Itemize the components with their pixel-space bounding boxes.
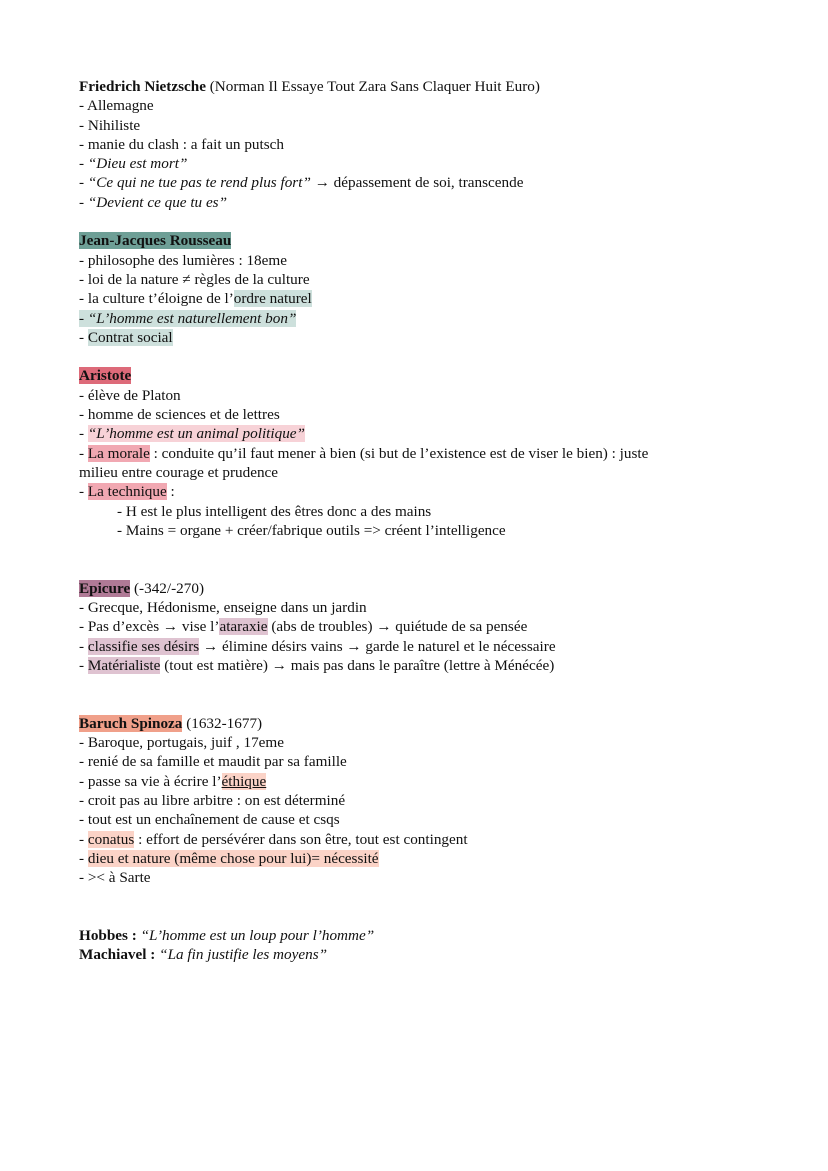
bullet: - bbox=[79, 193, 88, 211]
list-item: - renié de sa famille et maudit par sa famille bbox=[79, 753, 347, 771]
list-item: - loi de la nature ≠ règles de la culture bbox=[79, 270, 310, 288]
list-item bbox=[79, 637, 779, 656]
bullet: - bbox=[79, 849, 88, 867]
sub-list-item: - H est le plus intelligent des êtres donc a des mains bbox=[117, 502, 432, 520]
quote: “L’homme est un loup pour l’homme” bbox=[136, 927, 375, 945]
bullet: - bbox=[79, 483, 88, 501]
machiavel-name: Machiavel : bbox=[79, 946, 156, 964]
bullet: - bbox=[79, 830, 88, 848]
list-item bbox=[79, 656, 779, 675]
list-item bbox=[79, 309, 779, 328]
section-nietzsche bbox=[79, 77, 779, 212]
spacer bbox=[79, 347, 779, 366]
section-rousseau bbox=[79, 231, 779, 347]
rousseau-name: Jean-Jacques Rousseau bbox=[79, 232, 232, 250]
bullet: - bbox=[79, 155, 88, 173]
highlight: La morale bbox=[87, 444, 150, 462]
aristote-name: Aristote bbox=[79, 367, 132, 385]
nietzsche-name: Friedrich Nietzsche bbox=[79, 78, 206, 95]
highlight: ordre naturel bbox=[233, 290, 312, 308]
highlight: La technique bbox=[87, 483, 167, 501]
nietzsche-mnemonic: (Norman Il Essaye Tout Zara Sans Claquer Huit Euro) bbox=[205, 78, 540, 95]
list-item bbox=[79, 154, 779, 173]
list-item: - croit pas au libre arbitre : on est déterminé bbox=[79, 791, 346, 809]
list-item bbox=[79, 328, 779, 347]
list-item: - homme de sciences et de lettres bbox=[79, 406, 280, 424]
item-text: (tout est matière) → mais pas dans le paraître (lettre à Ménécée) bbox=[160, 656, 555, 674]
list-item bbox=[79, 424, 779, 443]
item-text: → dépassement de soi, transcende bbox=[310, 174, 524, 192]
list-item: - >< à Sarte bbox=[79, 869, 151, 887]
bullet: - bbox=[79, 328, 88, 346]
spacer bbox=[79, 675, 779, 714]
quote: “Ce qui ne tue pas te rend plus fort” bbox=[87, 174, 311, 192]
quote: “L’homme est un animal politique” bbox=[87, 425, 305, 443]
highlight: Contrat social bbox=[87, 328, 173, 346]
rousseau-heading bbox=[79, 231, 779, 250]
item-text: : bbox=[166, 483, 175, 501]
item-text: - Pas d’excès → vise l’ bbox=[79, 618, 220, 636]
highlight: classifie ses désirs bbox=[87, 637, 200, 655]
list-item: - philosophe des lumières : 18eme bbox=[79, 251, 287, 269]
spinoza-dates: (1632-1677) bbox=[182, 714, 263, 732]
item-text: : effort de persévérer dans son être, tout est contingent bbox=[134, 830, 468, 848]
list-item: - tout est un enchaînement de cause et csqs bbox=[79, 811, 340, 829]
list-item bbox=[79, 482, 779, 501]
bullet: - bbox=[79, 425, 88, 443]
section-spinoza bbox=[79, 714, 779, 888]
highlight: conatus bbox=[87, 830, 135, 848]
epicure-heading bbox=[79, 579, 779, 598]
list-item: - Nihiliste bbox=[79, 116, 141, 134]
quote: “Dieu est mort” bbox=[87, 155, 188, 173]
spacer bbox=[79, 540, 779, 579]
highlight: ataraxie bbox=[219, 618, 268, 636]
list-item bbox=[79, 830, 779, 849]
epicure-name: Epicure bbox=[79, 579, 131, 597]
list-item bbox=[79, 289, 779, 308]
list-item: - Allemagne bbox=[79, 97, 154, 115]
section-epicure bbox=[79, 579, 779, 675]
list-item: - manie du clash : a fait un putsch bbox=[79, 135, 284, 153]
bullet: - bbox=[79, 444, 88, 462]
list-item bbox=[79, 772, 779, 791]
section-aristote bbox=[79, 366, 779, 540]
item-text: - la culture t’éloigne de l’ bbox=[79, 290, 234, 308]
bullet: - bbox=[79, 637, 88, 655]
quote: “Devient ce que tu es” bbox=[87, 193, 228, 211]
epicure-dates: (-342/-270) bbox=[130, 579, 205, 597]
hobbes-name: Hobbes : bbox=[79, 927, 137, 945]
spacer bbox=[79, 212, 779, 231]
nietzsche-heading bbox=[79, 77, 779, 96]
quote: “L’homme est naturellement bon” bbox=[87, 309, 297, 327]
section-quotes bbox=[79, 926, 779, 965]
item-text: → élimine désirs vains → garde le naturel et le nécessaire bbox=[199, 637, 556, 655]
list-item-continuation: milieu entre courage et prudence bbox=[79, 463, 279, 481]
bullet: - bbox=[79, 309, 88, 327]
list-item: - élève de Platon bbox=[79, 386, 181, 404]
item-text: : conduite qu’il faut mener à bien (si but de l’existence est de viser le bien) : juste bbox=[149, 444, 649, 462]
spacer bbox=[79, 887, 779, 926]
list-item bbox=[79, 849, 779, 868]
notes-page bbox=[79, 77, 779, 965]
spinoza-name: Baruch Spinoza bbox=[79, 714, 183, 732]
list-item: - Baroque, portugais, juif , 17eme bbox=[79, 734, 284, 752]
hobbes-line bbox=[79, 926, 779, 945]
quote: “La fin justifie les moyens” bbox=[155, 946, 328, 964]
aristote-heading bbox=[79, 366, 779, 385]
list-item bbox=[79, 193, 779, 212]
list-item bbox=[79, 617, 779, 636]
spinoza-heading bbox=[79, 714, 779, 733]
highlight: Matérialiste bbox=[87, 656, 161, 674]
bullet: - bbox=[79, 656, 88, 674]
list-item bbox=[79, 444, 779, 463]
machiavel-line bbox=[79, 945, 779, 964]
item-text: (abs de troubles) → quiétude de sa pensée bbox=[267, 618, 528, 636]
list-item bbox=[79, 173, 779, 192]
list-item: - Grecque, Hédonisme, enseigne dans un jardin bbox=[79, 599, 367, 617]
highlight: éthique bbox=[221, 772, 267, 790]
bullet: - bbox=[79, 174, 88, 192]
item-text: - passe sa vie à écrire l’ bbox=[79, 772, 222, 790]
sub-list-item: - Mains = organe + créer/fabrique outils => créent l’intelligence bbox=[117, 521, 506, 539]
highlight: dieu et nature (même chose pour lui)= nécessité bbox=[87, 849, 379, 867]
